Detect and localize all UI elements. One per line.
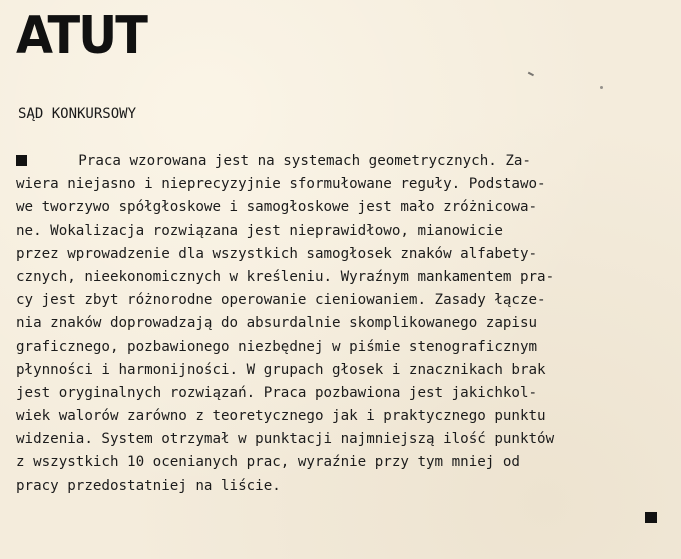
- text-line: we tworzywo spółgłoskowe i samogłoskowe jest mało zróżnicowa-: [16, 199, 538, 216]
- square-bullet-icon: [16, 155, 27, 166]
- text-line: widzenia. System otrzymał w punktacji najmniejszą ilość punktów: [16, 431, 555, 448]
- text-line: przez wprowadzenie dla wszystkich samogłosek znaków alfabety-: [16, 245, 538, 262]
- text-line-content: Praca wzorowana jest na systemach geometrycznych. Za-: [27, 153, 531, 169]
- text-line: nia znaków doprowadzają do absurdalnie skomplikowanego zapisu: [16, 315, 538, 332]
- text-line: cy jest zbyt różnorodne operowanie cieniowaniem. Zasady łącze-: [16, 292, 546, 309]
- text-line: [16, 150, 656, 173]
- body-text: [16, 150, 656, 498]
- text-line: wiera niejasno i nieprecyzyjnie sformułowane reguły. Podstawo-: [16, 176, 546, 193]
- print-speck: [600, 86, 603, 89]
- section-title: SĄD KONKURSOWY: [18, 106, 137, 122]
- print-speck: [528, 72, 534, 76]
- text-line: jest oryginalnych rozwiązań. Praca pozbawiona jest jakichkol-: [16, 384, 538, 401]
- text-line: płynności i harmonijności. W grupach głosek i znacznikach brak: [16, 361, 546, 378]
- end-square-icon: [645, 512, 657, 523]
- text-line: cznych, nieekonomicznych w kreśleniu. Wyraźnym mankamentem pra-: [16, 268, 555, 285]
- text-line: z wszystkich 10 ocenianych prac, wyraźnie przy tym mniej od: [16, 454, 520, 471]
- text-line: wiek walorów zarówno z teoretycznego jak i praktycznego punktu: [16, 408, 546, 425]
- page-title: ATUT: [16, 6, 147, 66]
- text-line: pracy przedostatniej na liście.: [16, 477, 281, 494]
- text-line: graficznego, pozbawionego niezbędnej w piśmie stenograficznym: [16, 338, 538, 355]
- text-line: ne. Wokalizacja rozwiązana jest nieprawidłowo, mianowicie: [16, 222, 503, 239]
